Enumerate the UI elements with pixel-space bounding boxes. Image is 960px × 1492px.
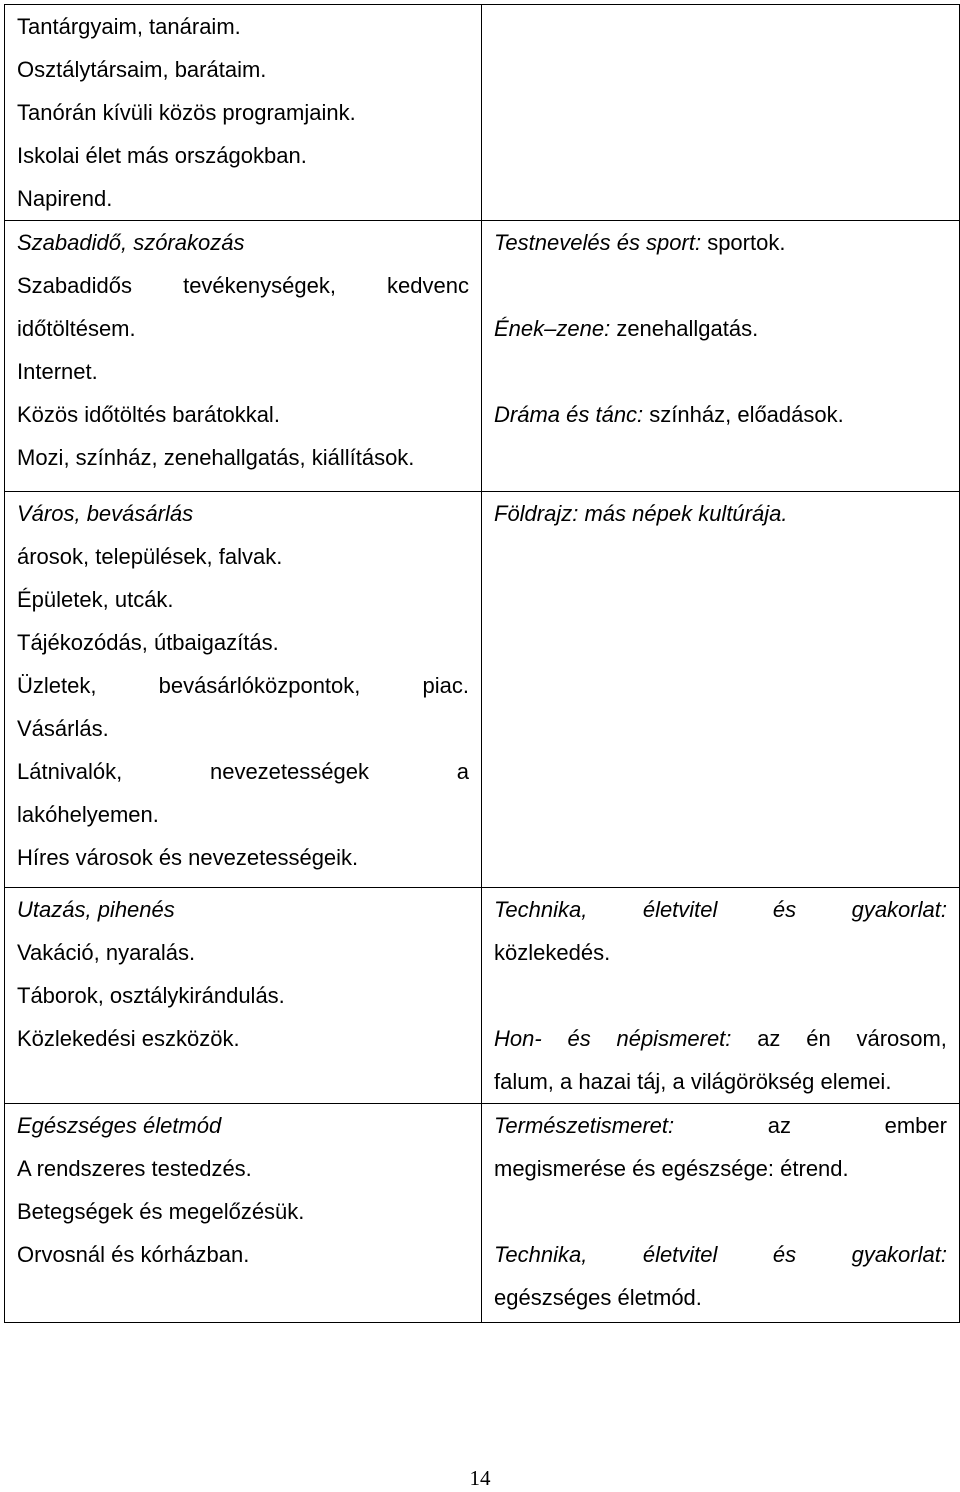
topic-line: Vakáció, nyaralás. xyxy=(17,940,196,965)
topic-line: Orvosnál és kórházban. xyxy=(17,1242,250,1267)
word: nevezetességek xyxy=(209,759,369,784)
subject-content: sportok. xyxy=(701,230,786,255)
topic-line: Betegségek és megelőzésük. xyxy=(17,1199,305,1224)
crosscurricular-cell xyxy=(482,1104,960,1323)
topic-line: A rendszeres testedzés. xyxy=(17,1156,252,1181)
subject-content: zenehallgatás. xyxy=(610,316,759,341)
crosscurricular-cell xyxy=(482,221,960,492)
table-row xyxy=(5,221,960,492)
word: Technika, xyxy=(494,897,588,922)
table-row xyxy=(5,1104,960,1323)
spacer xyxy=(494,1190,947,1233)
subject-name: Ének–zene: xyxy=(494,316,611,341)
topic-cell xyxy=(5,492,482,888)
word: Természetismeret: xyxy=(494,1113,675,1138)
topic-cell xyxy=(5,5,482,221)
topic-cell xyxy=(5,1104,482,1323)
topic-line: lakóhelyemen. xyxy=(17,802,159,827)
word: az xyxy=(757,1026,781,1051)
word: és xyxy=(772,1242,797,1267)
topic-line: Vásárlás. xyxy=(17,716,109,741)
table-row xyxy=(5,492,960,888)
topic-line xyxy=(17,750,469,793)
crosscurricular-link xyxy=(494,307,947,350)
word: az xyxy=(767,1113,791,1138)
topic-line: Tájékozódás, útbaigazítás. xyxy=(17,630,279,655)
crosscurricular-link xyxy=(494,1017,947,1060)
curriculum-table xyxy=(4,4,960,1323)
word: városom, xyxy=(856,1026,947,1051)
subject-name: Testnevelés és sport: xyxy=(494,230,702,255)
crosscurricular-link xyxy=(494,888,947,931)
topic-line: Híres városok és nevezetességeik. xyxy=(17,845,359,870)
subject-name: Dráma és tánc: xyxy=(494,402,644,427)
word: életvitel xyxy=(642,1242,718,1267)
word: Üzletek, xyxy=(17,673,97,698)
topic-line: Tanórán kívüli közös programjaink. xyxy=(17,100,356,125)
word: gyakorlat: xyxy=(851,1242,947,1267)
topic-line: Közös időtöltés barátokkal. xyxy=(17,402,280,427)
table-row xyxy=(5,888,960,1104)
topic-heading: Szabadidő, szórakozás xyxy=(17,230,245,255)
subject-content: közlekedés. xyxy=(494,940,611,965)
word: és xyxy=(772,897,797,922)
crosscurricular-cell xyxy=(482,5,960,221)
word: életvitel xyxy=(642,897,718,922)
topic-line: árosok, települések, falvak. xyxy=(17,544,283,569)
subject-content: színház, előadások. xyxy=(643,402,844,427)
word: én xyxy=(806,1026,831,1051)
topic-line xyxy=(17,264,469,307)
crosscurricular-link xyxy=(494,393,947,436)
topic-line: időtöltésem. xyxy=(17,316,136,341)
topic-cell xyxy=(5,888,482,1104)
topic-line: Közlekedési eszközök. xyxy=(17,1026,240,1051)
crosscurricular-link xyxy=(494,221,947,264)
word: piac. xyxy=(422,673,469,698)
word: kedvenc xyxy=(387,273,469,298)
word: és xyxy=(567,1026,591,1051)
table-row xyxy=(5,5,960,221)
topic-line: Táborok, osztálykirándulás. xyxy=(17,983,285,1008)
topic-heading: Város, bevásárlás xyxy=(17,501,194,526)
crosscurricular-link: Földrajz: más népek kultúrája. xyxy=(494,501,788,526)
topic-line: Iskolai élet más országokban. xyxy=(17,143,307,168)
topic-line: Mozi, színház, zenehallgatás, kiállítások. xyxy=(17,445,415,470)
topic-line: Napirend. xyxy=(17,186,113,211)
topic-line: Tantárgyaim, tanáraim. xyxy=(17,14,241,39)
subject-content: falum, a hazai táj, a világörökség elemei. xyxy=(494,1069,892,1094)
subject-content: megismerése és egészsége: étrend. xyxy=(494,1156,849,1181)
word: ember xyxy=(884,1113,947,1138)
word: Szabadidős xyxy=(17,273,132,298)
word: gyakorlat: xyxy=(851,897,947,922)
topic-heading: Utazás, pihenés xyxy=(17,897,175,922)
word: bevásárlóközpontok, xyxy=(158,673,361,698)
topic-line: Internet. xyxy=(17,359,98,384)
topic-line xyxy=(17,664,469,707)
topic-line: Épületek, utcák. xyxy=(17,587,174,612)
crosscurricular-link xyxy=(494,1104,947,1147)
page-number: 14 xyxy=(469,1466,491,1490)
topic-line: Osztálytársaim, barátaim. xyxy=(17,57,267,82)
word: Technika, xyxy=(494,1242,588,1267)
crosscurricular-cell xyxy=(482,492,960,888)
spacer xyxy=(494,264,947,307)
spacer xyxy=(494,974,947,1017)
topic-heading: Egészséges életmód xyxy=(17,1113,222,1138)
crosscurricular-link xyxy=(494,1233,947,1276)
topic-cell xyxy=(5,221,482,492)
word: a xyxy=(456,759,469,784)
word: Hon- xyxy=(494,1026,542,1051)
word: Látnivalók, xyxy=(17,759,123,784)
spacer xyxy=(494,350,947,393)
word: tevékenységek, xyxy=(183,273,336,298)
word: népismeret: xyxy=(616,1026,732,1051)
crosscurricular-cell xyxy=(482,888,960,1104)
subject-content: egészséges életmód. xyxy=(494,1285,702,1310)
